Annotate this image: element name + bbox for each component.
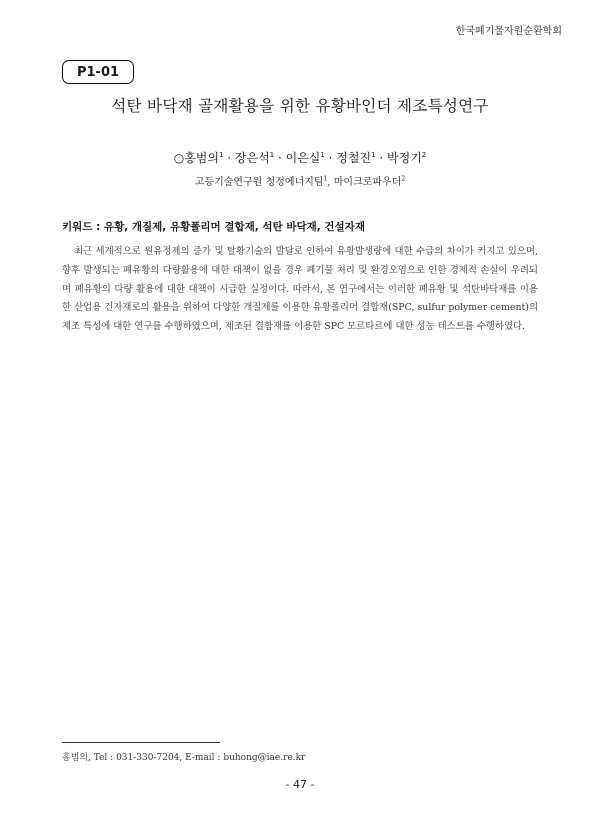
affiliation-marker: 2 [401, 175, 406, 183]
corresponding-author-footnote: 홍범의, Tel : 031-330-7204, E-mail : buhong@iae.re.kr [62, 753, 306, 763]
author-affiliation-marker: 1 [320, 151, 325, 159]
keywords-line: 키워드 : 유황, 개질제, 유황폴리머 결합재, 석탄 바닥재, 건설자재 [62, 221, 365, 233]
affiliation-list [0, 173, 600, 188]
author-separator: · [375, 151, 388, 165]
author-name: 박정기 [387, 151, 422, 165]
author-separator: · [324, 151, 337, 165]
running-header-organization: 한국폐기물자원순환학회 [455, 26, 562, 37]
affiliation-name: 마이크로파우더 [333, 177, 402, 188]
footnote-divider [62, 742, 220, 743]
author-list [0, 149, 600, 166]
author-separator: · [274, 151, 286, 165]
author-affiliation-marker: 1 [269, 151, 275, 159]
page-number: - 47 - [285, 778, 315, 791]
author-affiliation-marker: 1 [371, 151, 376, 159]
session-code-label: P1-01 [76, 64, 120, 80]
author-affiliation-marker: 1 [218, 151, 224, 159]
author-name: 정철진 [336, 151, 372, 165]
affiliation-marker: 1 [323, 175, 328, 183]
author-affiliation-marker: 2 [421, 151, 427, 159]
paper-title: 석탄 바닥재 골재활용을 위한 유황바인더 제조특성연구 [111, 97, 489, 115]
author-name: ○홍범의 [173, 151, 219, 165]
abstract-paragraph: 최근 세계적으로 원유정제의 증가 및 탈황기술의 발달로 인하여 유황발생량에 대한 수급의 차이가 커지고 있으며, 향후 발생되는 폐유황의 다량활용에 대한 대책이 없을 경우 폐기물 처리 및 환경오염으로 인한 경제적 손실이 우려되며 폐유황의 다량 활용에 대한 대책이 시급한 실정이다. 따라서, 본 연구에서는 이러한 폐유황 및 석탄바닥재를 이용한 산업용 건자재로의 활용을 위하여 다양한 개질제를 이용한 유황폴리머 결합재(SPC, sulfur polymer cement)의 제조 특성에 대한 연구를 수행하였으며, 제조된 결합재를 이용한 SPC 모르타르에 대한 성능 테스트를 수행하였다. [62, 246, 538, 333]
affiliation-name: 고등기술연구원 청정에너지팀 [194, 177, 324, 188]
author-name: 장은석 [234, 151, 270, 165]
author-name: 이은실 [285, 151, 321, 165]
author-separator: · [223, 151, 235, 165]
session-code-badge [62, 60, 134, 84]
affiliation-separator: , [327, 177, 334, 188]
